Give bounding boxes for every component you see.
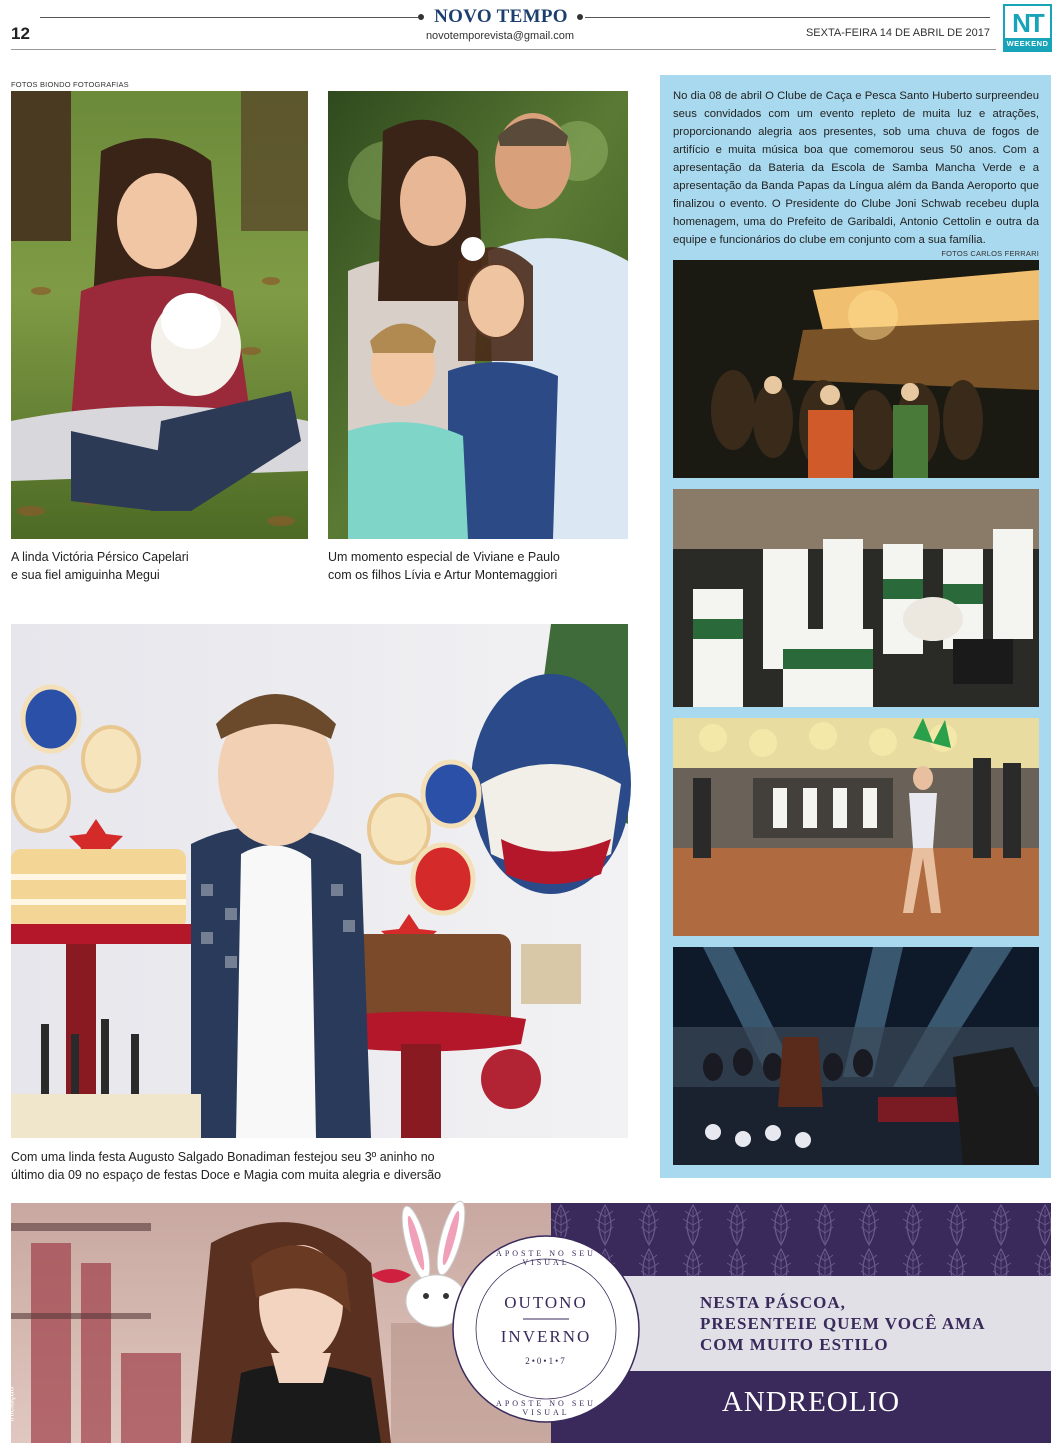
caption-1-line-1: A linda Victória Pérsico Capelari (11, 550, 189, 564)
andreolio-brand-logo[interactable]: ANDREOLIO (721, 1386, 901, 1418)
caption-2-line-1: Um momento especial de Viviane e Paulo (328, 550, 560, 564)
nt-weekend-logo (1003, 4, 1052, 52)
ad-ring-text-top: APOSTE NO SEU VISUAL (496, 1249, 596, 1267)
ad-season-2: INVERNO (500, 1327, 592, 1346)
andreolio-advertisement[interactable] (5, 1203, 1051, 1443)
header-bottom-rule (11, 49, 996, 50)
ad-agency-credit: iniciação (5, 1386, 16, 1422)
logo-sub: WEEKEND (1006, 39, 1049, 48)
photo-event-samba-dancer (673, 718, 1039, 936)
photo-credit-left: FOTOS BIONDO FOTOGRAFIAS (11, 80, 129, 89)
ad-ring-text-bottom: APOSTE NO SEU VISUAL (496, 1399, 596, 1417)
caption-2-line-2: com os filhos Lívia e Artur Montemaggiori (328, 568, 558, 582)
caption-3-line-2: último dia 09 no espaço de festas Doce e Magia com muita alegria e diversão (11, 1168, 442, 1182)
page-number: 12 (11, 24, 30, 43)
ad-headline-line-3: COM MUITO ESTILO (700, 1335, 889, 1354)
ad-season-1: OUTONO (504, 1293, 588, 1312)
publication-title: NOVO TEMPO (434, 6, 568, 27)
ad-year: 2•0•1•7 (525, 1356, 567, 1366)
caption-1-line-2: e sua fiel amiguinha Megui (11, 568, 160, 582)
caption-3-line-1: Com uma linda festa Augusto Salgado Bonadiman festejou seu 3º aninho no (11, 1150, 435, 1164)
ad-headline-line-2: PRESENTEIE QUEM VOCÊ AMA (700, 1314, 986, 1333)
logo-letters: NT (1012, 8, 1043, 38)
ad-headline (700, 1292, 1040, 1355)
caption-photo-3 (11, 1148, 631, 1184)
photo-event-samba-drummers (673, 489, 1039, 707)
photo-girl-with-dog (11, 91, 308, 539)
header-dot-right (577, 14, 583, 20)
header-rule-right (585, 17, 990, 18)
publication-date: SEXTA-FEIRA 14 DE ABRIL DE 2017 (805, 27, 990, 39)
photo-birthday-boy (11, 624, 628, 1138)
event-article: No dia 08 de abril O Clube de Caça e Pesca Santo Huberto surpreendeu seus convidados com um evento repleto de muita luz e atrações, proporcionando alegria aos presentes, sob uma chuva de fogos de artifício e muita música boa que comemorou seus 50 anos. Com a apresentação da Bateria da Escola de Samba Mancha Verde e a apresentação da Banda Papas da Língua além da Banda Aeroporto que finalizou o evento. O Presidente do Clube Joni Schwab recebeu dupla homenagem, uma do Prefeito de Garibaldi, Antonio Cettolin e outra da equipe e funcionários do clube em conjunto com a sua família. (673, 90, 1039, 246)
header-rule-left (40, 17, 418, 18)
caption-photo-1 (11, 548, 311, 584)
photo-event-party-crowd (673, 260, 1039, 478)
ad-headline-line-1: NESTA PÁSCOA, (700, 1293, 846, 1312)
publication-email[interactable]: novotemporevista@gmail.com (425, 30, 575, 42)
header-dot-left (418, 14, 424, 20)
photo-family (328, 91, 628, 539)
photo-credit-right: FOTOS CARLOS FERRARI (941, 249, 1039, 258)
photo-event-band-concert (673, 947, 1039, 1165)
caption-photo-2 (328, 548, 638, 584)
